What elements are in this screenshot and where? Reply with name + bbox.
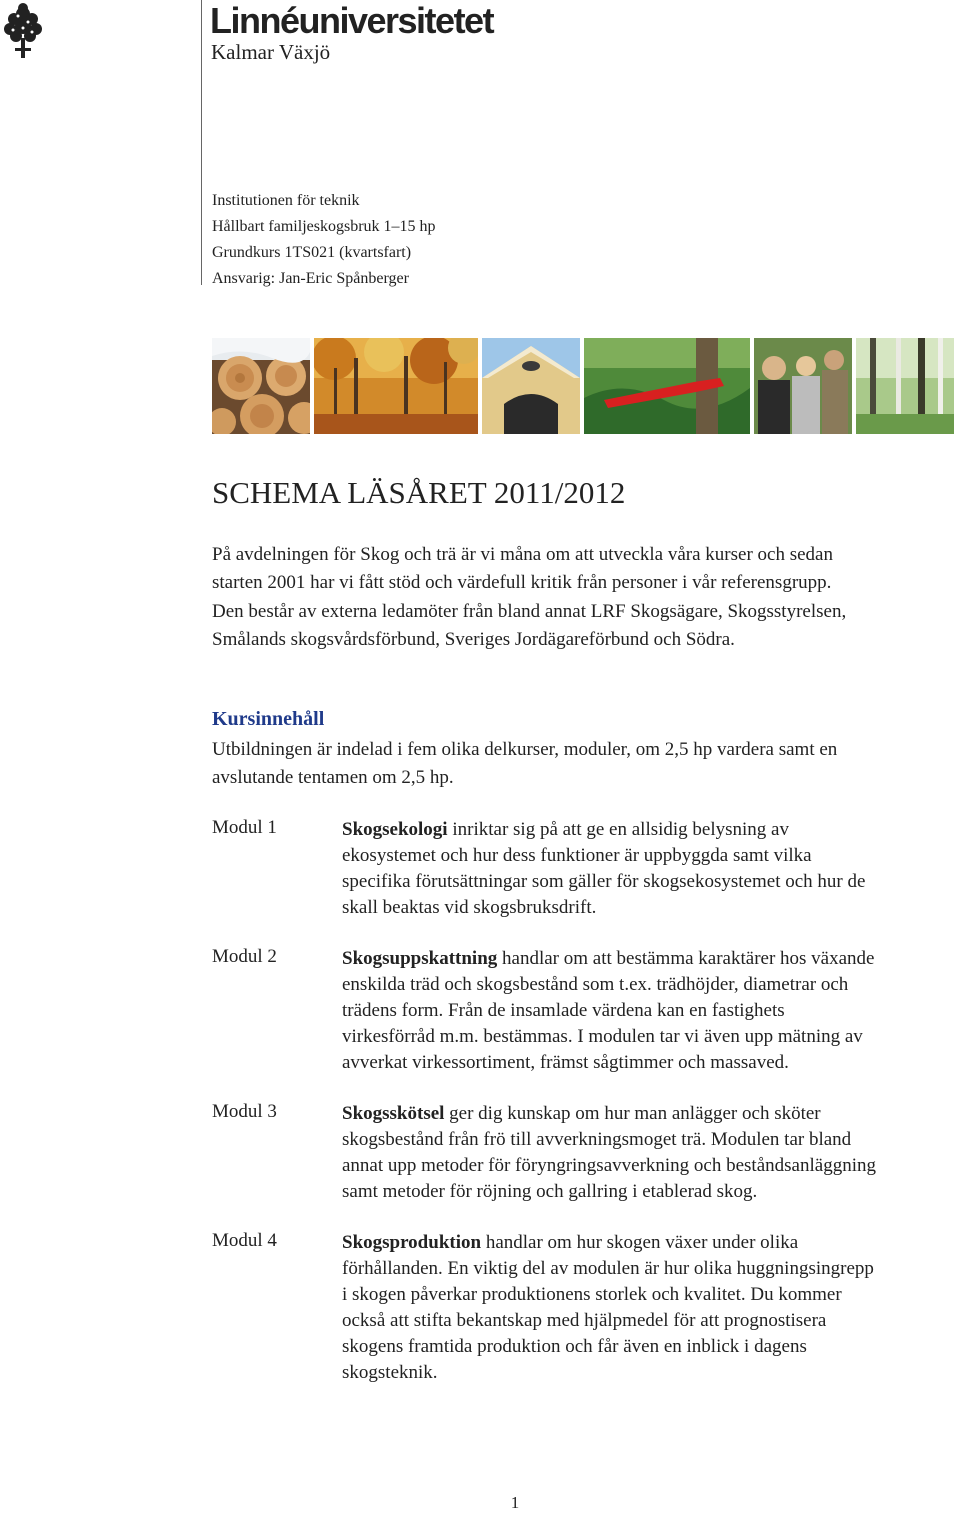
module-line: ger dig kunskap om hur man anlägger och sköter: [444, 1103, 821, 1124]
content-line: avslutande tentamen om 2,5 hp.: [212, 767, 454, 789]
module-line: inriktar sig på att ge en allsidig belysning av: [447, 819, 789, 840]
module-title: Skogsskötsel: [342, 1103, 445, 1124]
header-divider: [201, 0, 202, 285]
module-title: Skogsproduktion: [342, 1232, 482, 1253]
people-group-photo: [754, 338, 852, 434]
birch-forest-photo: [856, 338, 954, 434]
barn-building-photo: [482, 338, 580, 434]
module-label: Modul 3: [212, 1101, 277, 1122]
module-label: Modul 4: [212, 1230, 277, 1251]
module-line: i skogen påverkar produktionens storlek och kvalitet. Du kommer: [342, 1284, 842, 1305]
university-logo-name: Linnéuniversitetet: [210, 0, 494, 41]
content-paragraph: [212, 736, 957, 793]
course-name: Hållbart familjeskogsbruk 1–15 hp: [212, 218, 436, 235]
module-line: skogsteknik.: [342, 1362, 438, 1383]
department: Institutionen för teknik: [212, 192, 360, 209]
module-line: avverkat virkessortiment, främst sågtimmer och massaved.: [342, 1052, 789, 1073]
page-title: SCHEMA LÄSÅRET 2011/2012: [212, 475, 626, 510]
section-heading: Kursinnehåll: [212, 708, 325, 730]
ribbon-tree-photo: [584, 338, 750, 434]
module-line: virkesförråd m.m. bestämmas. I modulen tar vi även upp mätning av: [342, 1026, 863, 1047]
module-label: Modul 2: [212, 946, 277, 967]
module-description: [342, 1230, 958, 1386]
intro-line: starten 2001 har vi fått stöd och värdefull kritik från personer i vår referensgrupp.: [212, 572, 832, 594]
module-description: [342, 817, 958, 921]
autumn-forest-photo: [314, 338, 478, 434]
module-line: skogsbestånd från frö till avverkningsmoget trä. Modulen tar bland: [342, 1129, 852, 1150]
module-line: förhållanden. En viktig del av modulen är hur olika huggningsingrepp: [342, 1258, 874, 1279]
module-line: ekosystemet och hur dess funktioner är uppbyggda samt vilka: [342, 845, 812, 866]
module-description: [342, 1101, 958, 1205]
module-line: annat upp metoder för föryngringsavverkning och beståndsanläggning: [342, 1155, 876, 1176]
intro-line: Den består av externa ledamöter från bland annat LRF Skogsägare, Skogsstyrelsen,: [212, 600, 847, 622]
module-line: skall beaktas vid skogsbruksdrift.: [342, 897, 597, 918]
content-line: Utbildningen är indelad i fem olika delkurser, moduler, om 2,5 hp vardera samt en: [212, 739, 838, 760]
intro-line: På avdelningen för Skog och trä är vi måna om att utveckla våra kurser och sedan: [212, 544, 833, 565]
page-number: 1: [510, 1493, 520, 1512]
module-line: skogens framtida produktion och får även en inblick i dagens: [342, 1336, 807, 1357]
tree-logo-icon: [2, 2, 44, 60]
university-logo-sub: Kalmar Växjö: [211, 40, 331, 64]
module-line: samt metoder för röjning och gallring i etablerad skog.: [342, 1181, 758, 1202]
module-label: Modul 1: [212, 817, 277, 838]
module-line: handlar om hur skogen växer under olika: [481, 1232, 799, 1253]
intro-paragraph: [212, 541, 957, 654]
module-line: handlar om att bestämma karaktärer hos växande: [497, 948, 875, 969]
module-line: trädens form. Från de insamlade värdena kan en fastighets: [342, 1000, 785, 1021]
module-description: [342, 946, 958, 1076]
module-line: också att stifta bekantskap med hjälpmedel för att prognostisera: [342, 1310, 827, 1331]
module-line: specifika förutsättningar som gäller för skogsekosystemet och hur de: [342, 871, 866, 892]
course-level: Grundkurs 1TS021 (kvartsfart): [212, 244, 412, 261]
module-title: Skogsekologi: [342, 819, 448, 840]
module-title: Skogsuppskattning: [342, 948, 498, 969]
course-responsible: Ansvarig: Jan-Eric Spånberger: [212, 270, 409, 287]
timber-logs-photo: [212, 338, 310, 434]
module-line: enskilda träd och skogsbestånd som t.ex. trädhöjder, diametrar och: [342, 974, 849, 995]
intro-line: Smålands skogsvårdsförbund, Sveriges Jordägareförbund och Södra.: [212, 628, 735, 650]
